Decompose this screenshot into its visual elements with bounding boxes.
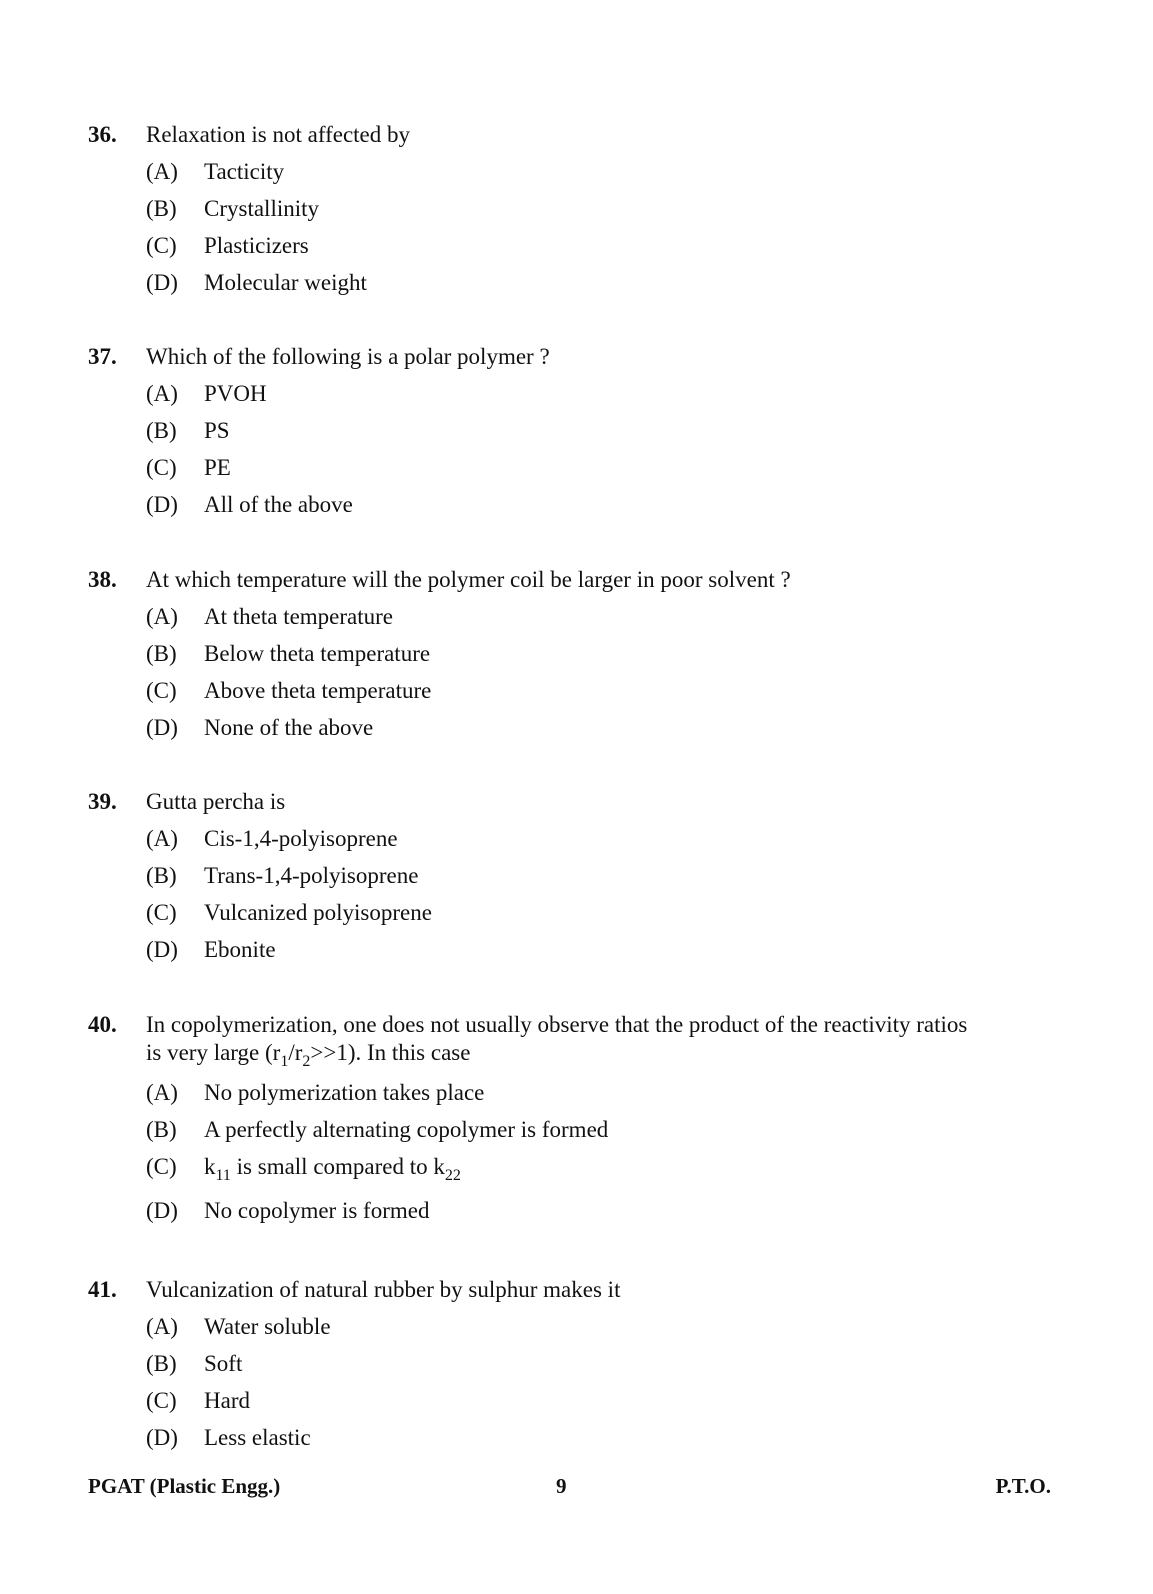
- question-text: [146, 1011, 1068, 1070]
- option-list: [146, 825, 1068, 973]
- question-39: [88, 788, 1068, 973]
- option-text: Molecular weight: [204, 270, 367, 295]
- option-b: [146, 195, 1068, 232]
- option-c: [146, 1153, 1068, 1197]
- option-label: (D): [146, 715, 178, 740]
- option-a: [146, 158, 1068, 195]
- option-label: (B): [146, 863, 177, 888]
- question-number: 41.: [88, 1277, 117, 1302]
- option-a: [146, 825, 1068, 862]
- option-list: [146, 1079, 1068, 1234]
- question-41: [88, 1276, 1068, 1461]
- text-part: >>1). In this case: [310, 1040, 471, 1065]
- option-c: [146, 232, 1068, 269]
- question-text: Gutta percha is: [146, 789, 286, 814]
- question-38: [88, 566, 1068, 751]
- option-d: [146, 714, 1068, 751]
- option-text: Tacticity: [204, 159, 285, 184]
- option-text: Cis-1,4-polyisoprene: [204, 826, 398, 851]
- option-label: (C): [146, 678, 177, 703]
- text-part: is very large (r: [146, 1040, 281, 1065]
- option-label: (B): [146, 1117, 177, 1142]
- option-text: PVOH: [204, 381, 267, 406]
- text-part: k: [204, 1154, 216, 1179]
- footer-exam-title: PGAT (Plastic Engg.): [88, 1474, 281, 1498]
- option-label: (C): [146, 233, 177, 258]
- option-text: Above theta temperature: [204, 678, 432, 703]
- option-list: [146, 603, 1068, 751]
- option-label: (B): [146, 196, 177, 221]
- subscript: 11: [215, 1167, 231, 1184]
- option-text: Soft: [204, 1351, 243, 1376]
- option-label: (C): [146, 455, 177, 480]
- option-label: (D): [146, 1425, 178, 1450]
- option-text: Hard: [204, 1388, 250, 1413]
- option-d: [146, 491, 1068, 528]
- option-label: (A): [146, 604, 178, 629]
- option-label: (B): [146, 641, 177, 666]
- option-text: None of the above: [204, 715, 374, 740]
- question-37: [88, 343, 1068, 528]
- option-text: PE: [204, 455, 231, 480]
- option-a: [146, 1079, 1068, 1116]
- option-d: [146, 269, 1068, 306]
- option-d: [146, 1197, 1068, 1234]
- option-text: Ebonite: [204, 937, 276, 962]
- option-text: All of the above: [204, 492, 353, 517]
- option-b: [146, 417, 1068, 454]
- option-label: (D): [146, 270, 178, 295]
- subscript: 1: [280, 1053, 289, 1070]
- option-c: [146, 677, 1068, 714]
- option-b: [146, 862, 1068, 899]
- option-text: Water soluble: [204, 1314, 331, 1339]
- option-a: [146, 603, 1068, 640]
- option-text: Vulcanized polyisoprene: [204, 900, 432, 925]
- option-label: (B): [146, 418, 177, 443]
- question-number: 36.: [88, 122, 117, 147]
- option-text: PS: [204, 418, 230, 443]
- option-label: (A): [146, 381, 178, 406]
- option-text: No polymerization takes place: [204, 1080, 485, 1105]
- option-label: (A): [146, 159, 178, 184]
- option-d: [146, 1424, 1068, 1461]
- option-label: (A): [146, 1080, 178, 1105]
- question-number: 40.: [88, 1012, 117, 1037]
- option-text: Plasticizers: [204, 233, 309, 258]
- option-text: No copolymer is formed: [204, 1198, 430, 1223]
- question-text: Relaxation is not affected by: [146, 122, 410, 147]
- option-label: (D): [146, 492, 178, 517]
- option-label: (C): [146, 1154, 177, 1179]
- option-text: Below theta temperature: [204, 641, 431, 666]
- question-number: 38.: [88, 567, 117, 592]
- option-text: [204, 1153, 461, 1184]
- option-c: [146, 899, 1068, 936]
- option-label: (C): [146, 1388, 177, 1413]
- question-36: [88, 121, 1068, 306]
- question-text-line-1: In copolymerization, one does not usually observe that the product of the reactivity ratios: [146, 1012, 968, 1037]
- option-c: [146, 1387, 1068, 1424]
- text-part: /r: [288, 1040, 303, 1065]
- option-label: (D): [146, 937, 178, 962]
- option-list: [146, 380, 1068, 528]
- option-label: (D): [146, 1198, 178, 1223]
- question-text: At which temperature will the polymer coil be larger in poor solvent ?: [146, 567, 791, 592]
- question-text: Which of the following is a polar polymer ?: [146, 344, 550, 369]
- option-text: At theta temperature: [204, 604, 394, 629]
- option-text: Trans-1,4-polyisoprene: [204, 863, 419, 888]
- question-number: 39.: [88, 789, 117, 814]
- option-a: [146, 1313, 1068, 1350]
- option-d: [146, 936, 1068, 973]
- option-b: [146, 640, 1068, 677]
- option-label: (A): [146, 1314, 178, 1339]
- subscript: 22: [444, 1167, 461, 1184]
- question-number: 37.: [88, 344, 117, 369]
- option-text: Less elastic: [204, 1425, 311, 1450]
- option-c: [146, 454, 1068, 491]
- option-list: [146, 158, 1068, 306]
- text-part: is small compared to k: [230, 1154, 445, 1179]
- question-40: [88, 1011, 1068, 1234]
- option-a: [146, 380, 1068, 417]
- option-b: [146, 1116, 1068, 1153]
- option-b: [146, 1350, 1068, 1387]
- option-label: (C): [146, 900, 177, 925]
- question-text: Vulcanization of natural rubber by sulphur makes it: [146, 1277, 621, 1302]
- option-label: (A): [146, 826, 178, 851]
- subscript: 2: [302, 1053, 311, 1070]
- option-text: Crystallinity: [204, 196, 319, 221]
- option-label: (B): [146, 1351, 177, 1376]
- option-list: [146, 1313, 1068, 1461]
- footer-pto: P.T.O.: [995, 1474, 1051, 1498]
- footer-page-number: 9: [556, 1474, 567, 1498]
- question-text-line-2: [146, 1039, 1068, 1070]
- option-text: A perfectly alternating copolymer is formed: [204, 1117, 609, 1142]
